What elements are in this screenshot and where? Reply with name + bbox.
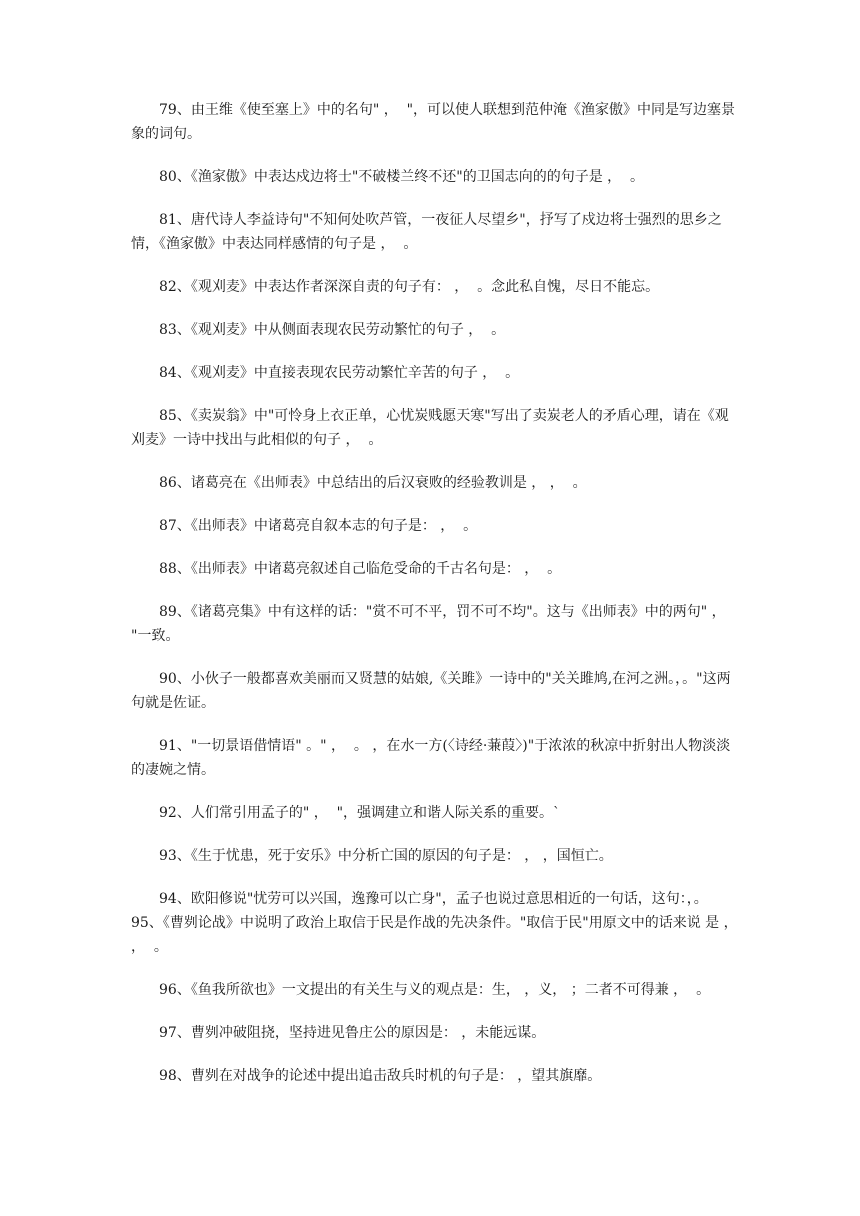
question-93: 93、《生于忧患，死于安乐》中分析亡国的原因的句子是： ， ，国恒亡。	[159, 848, 613, 864]
question-86: 86、诸葛亮在《出师表》中总结出的后汉衰败的经验教训是 ， ， 。	[159, 475, 587, 491]
question-98: 98、曹刿在对战争的论述中提出追击敌兵时机的句子是： ，望其旗靡。	[159, 1068, 602, 1084]
document-body	[131, 98, 741, 1107]
question-96: 96、《鱼我所欲也》一文提出的有关生与义的观点是：生， ，义， ；二者不可得兼 ， 。	[159, 982, 711, 998]
question-97: 97、曹刿冲破阻挠，坚持进见鲁庄公的原因是： ，未能远谋。	[159, 1025, 546, 1041]
question-88: 88、《出师表》中诸葛亮叙述自己临危受命的千古名句是： ， 。	[159, 561, 562, 577]
question-91: 91、"一切景语借情语" 。" ， 。 ，在水一方(〈诗经·蒹葭〉)"于浓浓的秋凉中折射出人物淡淡的凄婉之情。	[131, 738, 731, 778]
question-92: 92、人们常引用孟子的" ， "，强调建立和谐人际关系的重要。`	[159, 805, 561, 821]
question-79: 79、由王维《使至塞上》中的名句" ， "，可以使人联想到范仲淹《渔家傲》中同是写边塞景象的词句。	[131, 102, 736, 142]
question-89: 89、《诸葛亮集》中有这样的话："赏不可不平，罚不可不均"。这与《出师表》中的两句" ， "一致。	[131, 604, 735, 644]
question-81: 81、唐代诗人李益诗句"不知何处吹芦管，一夜征人尽望乡"，抒写了戍边将士强烈的思乡之情，《渔家傲》中表达同样感情的句子是 ， 。	[131, 212, 722, 252]
question-90: 90、小伙子一般都喜欢美丽而又贤慧的姑娘,《关雎》一诗中的"关关雎鸠,在河之洲。，。"这两句就是佐证。	[131, 671, 731, 711]
question-85: 85、《卖炭翁》中"可怜身上衣正单，心忧炭贱愿天寒"写出了卖炭老人的矛盾心理，请在《观刈麦》一诗中找出与此相似的句子 ， 。	[131, 408, 729, 448]
question-83: 83、《观刈麦》中从侧面表现农民劳动繁忙的句子 ， 。	[159, 322, 506, 338]
question-87: 87、《出师表》中诸葛亮自叙本志的句子是： ， 。	[159, 518, 478, 534]
question-84: 84、《观刈麦》中直接表现农民劳动繁忙辛苦的句子 ， 。	[159, 365, 520, 381]
question-95: 95、《曹刿论战》中说明了政治上取信于民是作战的先决条件。"取信于民"用原文中的话来说 是 ， ， 。	[131, 915, 743, 955]
question-82: 82、《观刈麦》中表达作者深深自责的句子有： ， 。念此私自愧，尽日不能忘。	[159, 279, 660, 295]
question-80: 80、《渔家傲》中表达戍边将士"不破楼兰终不还"的卫国志向的的句子是 ， 。	[159, 169, 645, 185]
question-94: 94、欧阳修说"忧劳可以兴国，逸豫可以亡身"，孟子也说过意思相近的一句话，这句：，。	[159, 891, 708, 907]
